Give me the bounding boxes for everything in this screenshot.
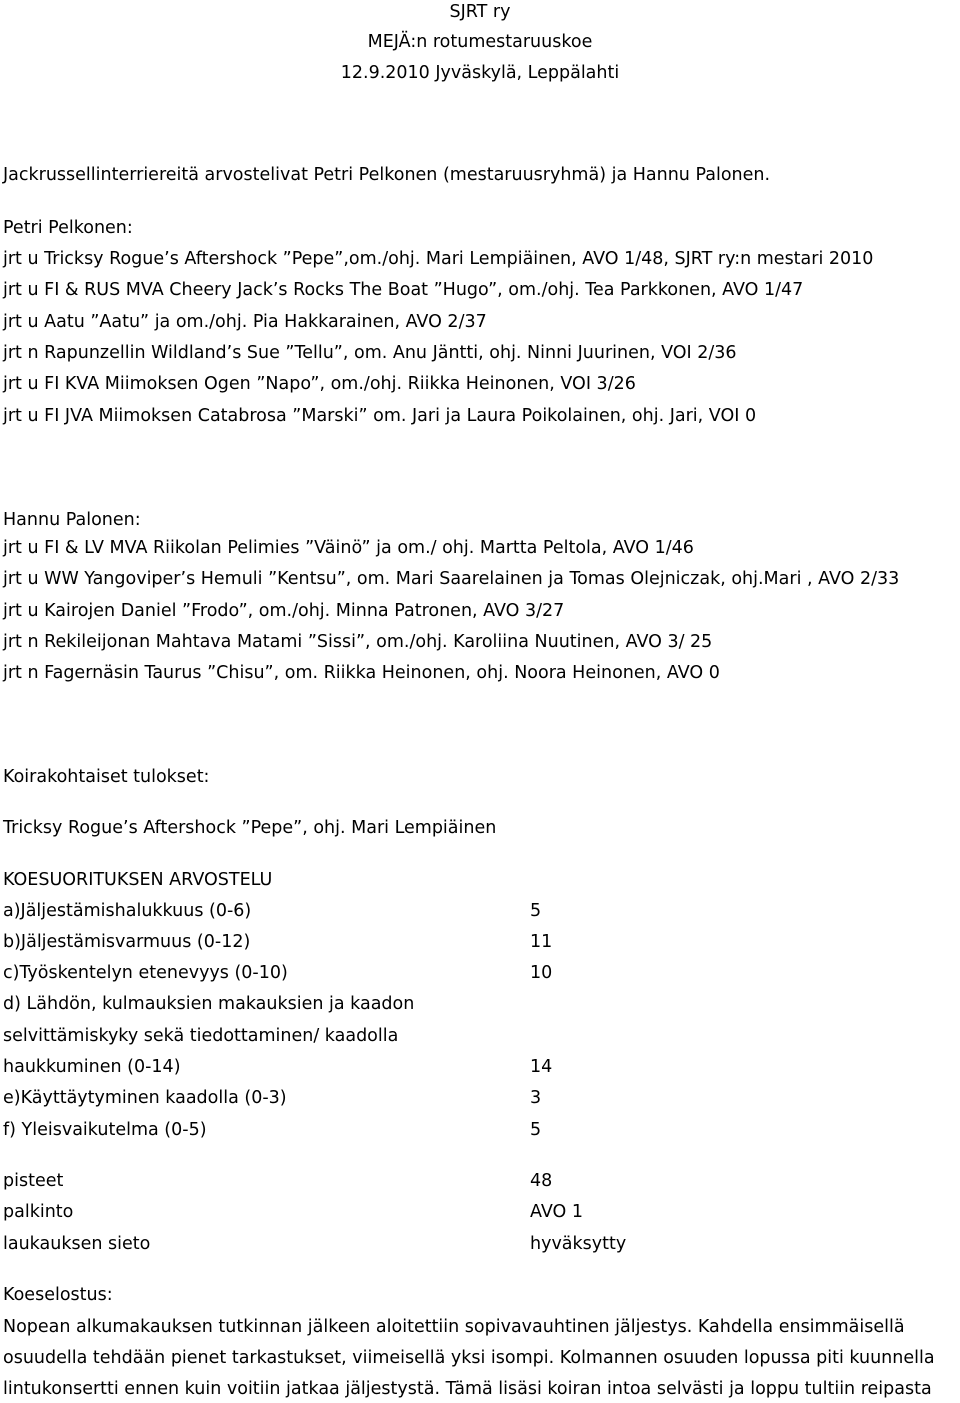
- judge-2-entry: jrt u FI & LV MVA Riikolan Pelimies ”Väinö” ja om./ ohj. Martta Peltola, AVO 1/46: [3, 538, 694, 558]
- judge-2-entry: jrt u WW Yangoviper’s Hemuli ”Kentsu”, om. Mari Saarelainen ja Tomas Olejniczak, ohj.Mari , AVO 2/33: [3, 569, 900, 589]
- remarks-line: osuudella tehdään pienet tarkastukset, viimeisellä yksi isompi. Kolmannen osuuden lopussa piti kuunnella: [3, 1348, 935, 1368]
- judge-1-entry: jrt u Aatu ”Aatu” ja om./ohj. Pia Hakkarainen, AVO 2/37: [3, 312, 487, 332]
- judge-1-entry: jrt u FI JVA Miimoksen Catabrosa ”Marski” om. Jari ja Laura Poikolainen, ohj. Jari, VOI 0: [3, 406, 757, 426]
- score-label: c)Työskentelyn etenevyys (0-10): [3, 963, 288, 983]
- judge-1-entry: jrt u FI & RUS MVA Cheery Jack’s Rocks The Boat ”Hugo”, om./ohj. Tea Parkkonen, AVO 1/47: [3, 280, 804, 300]
- document-date-place: 12.9.2010 Jyväskylä, Leppälahti: [340, 63, 620, 83]
- score-value: 5: [530, 1120, 542, 1140]
- score-value: 11: [530, 932, 553, 952]
- judge-1-entry: jrt n Rapunzellin Wildland’s Sue ”Tellu”, om. Anu Jäntti, ohj. Ninni Juurinen, VOI 2/36: [3, 343, 737, 363]
- judge-2-entry: jrt u Kairojen Daniel ”Frodo”, om./ohj. Minna Patronen, AVO 3/27: [3, 601, 565, 621]
- score-label: selvittämiskyky sekä tiedottaminen/ kaadolla: [3, 1026, 399, 1046]
- score-label: b)Jäljestämisvarmuus (0-12): [3, 932, 251, 952]
- judge-1-entry: jrt u Tricksy Rogue’s Aftershock ”Pepe”,om./ohj. Mari Lempiäinen, AVO 1/48, SJRT ry:n mestari 2010: [3, 249, 874, 269]
- scoring-section-title: KOESUORITUKSEN ARVOSTELU: [3, 870, 273, 890]
- remarks-line: lintukonsertti ennen kuin voitiin jatkaa jäljestystä. Tämä lisäsi koiran intoa selvästi ja loppu tultiin reipasta: [3, 1379, 932, 1399]
- score-value: 10: [530, 963, 553, 983]
- total-value: 48: [530, 1171, 553, 1191]
- results-title: Koirakohtaiset tulokset:: [3, 767, 210, 787]
- judge-2-entry: jrt n Rekileijonan Mahtava Matami ”Sissi”, om./ohj. Karoliina Nuutinen, AVO 3/ 25: [3, 632, 713, 652]
- score-label: a)Jäljestämishalukkuus (0-6): [3, 901, 252, 921]
- total-label: laukauksen sieto: [3, 1234, 151, 1254]
- document-event-title: MEJÄ:n rotumestaruuskoe: [367, 32, 593, 52]
- score-value: 14: [530, 1057, 553, 1077]
- total-label: palkinto: [3, 1202, 74, 1222]
- judge-1-entry: jrt u FI KVA Miimoksen Ogen ”Napo”, om./ohj. Riikka Heinonen, VOI 3/26: [3, 374, 636, 394]
- total-value: hyväksytty: [530, 1234, 627, 1254]
- score-value: 5: [530, 901, 542, 921]
- score-label: e)Käyttäytyminen kaadolla (0-3): [3, 1088, 287, 1108]
- document-org: SJRT ry: [449, 2, 511, 22]
- judge-2-entry: jrt n Fagernäsin Taurus ”Chisu”, om. Riikka Heinonen, ohj. Noora Heinonen, AVO 0: [3, 663, 720, 683]
- judge-1-name: Petri Pelkonen:: [3, 218, 133, 238]
- results-dog: Tricksy Rogue’s Aftershock ”Pepe”, ohj. Mari Lempiäinen: [3, 818, 497, 838]
- remarks-line: Nopean alkumakauksen tutkinnan jälkeen aloitettiin sopivavauhtinen jäljestys. Kahdella ensimmäisellä: [3, 1317, 905, 1337]
- score-label: f) Yleisvaikutelma (0-5): [3, 1120, 207, 1140]
- remarks-title: Koeselostus:: [3, 1285, 113, 1305]
- total-value: AVO 1: [530, 1202, 583, 1222]
- intro-text: Jackrussellinterriereitä arvostelivat Petri Pelkonen (mestaruusryhmä) ja Hannu Palonen.: [3, 165, 771, 185]
- score-value: 3: [530, 1088, 542, 1108]
- score-label: d) Lähdön, kulmauksien makauksien ja kaadon: [3, 994, 415, 1014]
- judge-2-name: Hannu Palonen:: [3, 510, 141, 530]
- total-label: pisteet: [3, 1171, 64, 1191]
- score-label: haukkuminen (0-14): [3, 1057, 181, 1077]
